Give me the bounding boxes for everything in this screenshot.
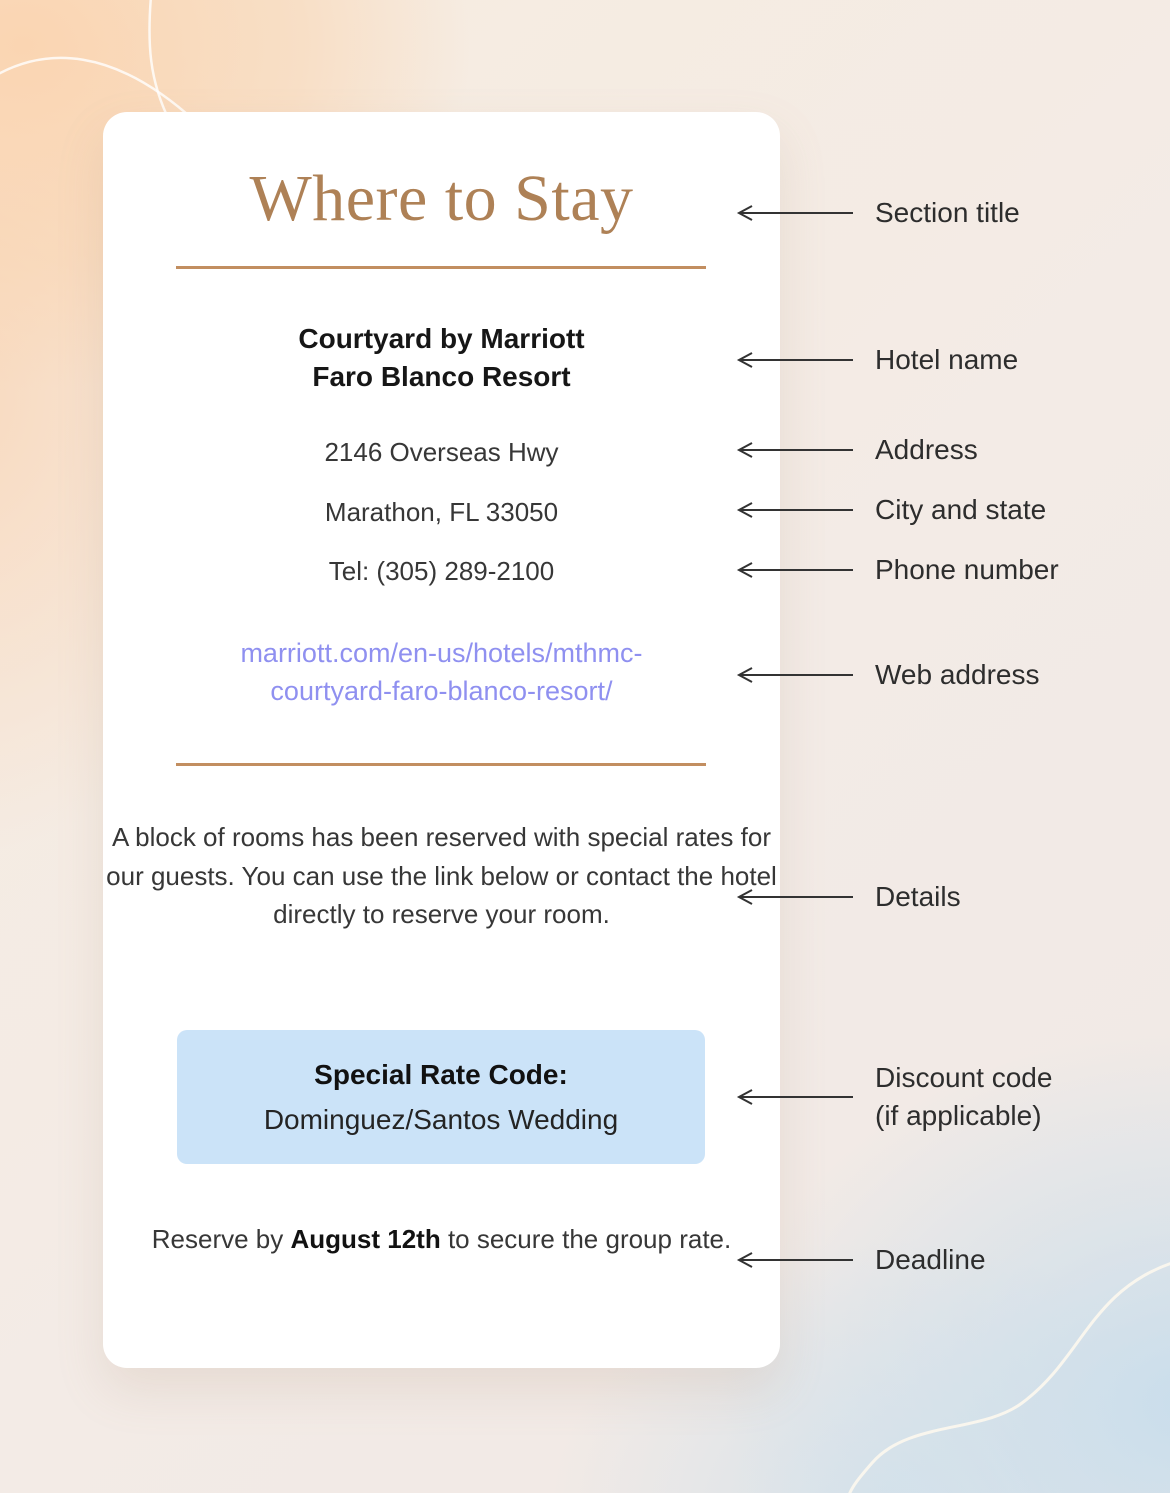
- deadline-suffix: to secure the group rate.: [440, 1224, 732, 1254]
- left-arrow-icon: [735, 351, 855, 369]
- annotation-hotel-name: [735, 341, 1018, 379]
- annotation-details: [735, 878, 961, 916]
- annotation-label: Address: [875, 434, 978, 465]
- annotation-label: Details: [875, 881, 961, 912]
- street-address: 2146 Overseas Hwy: [324, 437, 559, 467]
- annotation-label: Phone number: [875, 554, 1059, 585]
- annotation-label: Hotel name: [875, 344, 1019, 375]
- annotation-label: [875, 1059, 1052, 1135]
- annotation-label: Deadline: [875, 1244, 986, 1275]
- annotation-label-line1: Discount code: [875, 1062, 1053, 1093]
- hotel-name-line1: Courtyard by Marriott: [298, 323, 585, 354]
- left-arrow-icon: [735, 1088, 855, 1106]
- annotation-label: City and state: [875, 494, 1047, 525]
- annotation-label: Section title: [875, 197, 1020, 228]
- annotation-address: [735, 431, 978, 469]
- deadline-text: [103, 1220, 780, 1258]
- annotation-deadline: [735, 1241, 986, 1279]
- annotation-city-state: [735, 491, 1046, 529]
- annotation-label-line2: (if applicable): [875, 1100, 1042, 1131]
- special-rate-box: [177, 1030, 705, 1164]
- left-arrow-icon: [735, 666, 855, 684]
- annotation-phone: [735, 551, 1059, 589]
- web-address-line2: courtyard-faro-blanco-resort/: [270, 676, 613, 706]
- city-state: Marathon, FL 33050: [324, 497, 559, 527]
- annotation-web-address: [735, 656, 1039, 694]
- divider-top: [176, 266, 706, 269]
- annotation-section-title: [735, 194, 1020, 232]
- hotel-name: [103, 320, 780, 396]
- annotation-label: Web address: [875, 659, 1040, 690]
- hotel-website-link[interactable]: [103, 634, 780, 710]
- left-arrow-icon: [735, 888, 855, 906]
- deadline-prefix: Reserve by: [151, 1224, 291, 1254]
- wave-decoration: [770, 1163, 1170, 1493]
- annotation-discount-code: [735, 1059, 1052, 1135]
- web-address-line1: marriott.com/en-us/hotels/mthmc-: [240, 638, 643, 668]
- rate-code-label: Special Rate Code:: [314, 1059, 568, 1090]
- phone-number: Tel: (305) 289-2100: [328, 556, 555, 586]
- left-arrow-icon: [735, 561, 855, 579]
- deadline-date: August 12th: [290, 1224, 441, 1254]
- left-arrow-icon: [735, 441, 855, 459]
- rate-code-value: Dominguez/Santos Wedding: [263, 1104, 619, 1135]
- left-arrow-icon: [735, 1251, 855, 1269]
- section-title: Where to Stay: [249, 162, 634, 235]
- details-paragraph: A block of rooms has been reserved with special rates for our guests. You can use the link below or contact the hotel directly to reserve your room.: [106, 822, 777, 929]
- hotel-name-line2: Faro Blanco Resort: [312, 361, 571, 392]
- divider-bottom: [176, 763, 706, 766]
- left-arrow-icon: [735, 501, 855, 519]
- left-arrow-icon: [735, 204, 855, 222]
- where-to-stay-card: [103, 112, 780, 1368]
